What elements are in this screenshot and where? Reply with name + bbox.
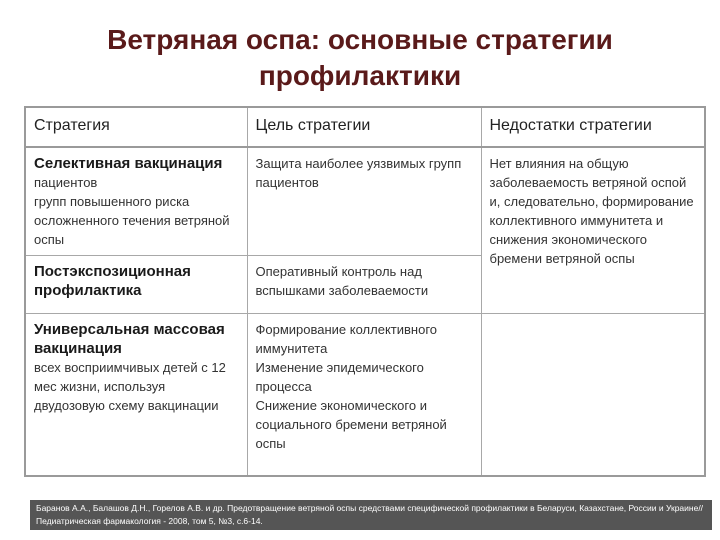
table-row <box>25 147 705 256</box>
row-1-strategy-name: Селективная вакцинация <box>34 155 223 172</box>
header-strategy: Стратегия <box>25 107 247 147</box>
title-line-1: Ветряная оспа: основные стратегии <box>107 24 613 55</box>
row-2-strategy <box>25 256 247 314</box>
row-3-strategy-note: всех восприимчивых детей с 12 мес жизни, используя двудозовую схему вакцинации <box>34 360 226 413</box>
row-3-drawbacks-empty <box>481 314 705 476</box>
row-1-strategy <box>25 147 247 256</box>
row-3-goal-3: Снижение экономического и социального бремени ветряной оспы <box>255 398 447 451</box>
row-3-goal <box>247 314 481 476</box>
citation-footer: Баранов А.А., Балашов Д.Н., Горелов А.В. и др. Предотвращение ветряной оспы средствами специфической профилактики в Беларуси, Казахстане, России и Украине//Педиатрическая фармакология - 2008, том 5, №3, с.6-14. <box>30 500 712 530</box>
row-3-strategy-name: Универсальная массовая вакцинация <box>34 321 225 357</box>
table-header-row <box>25 107 705 147</box>
header-drawbacks: Недостатки стратегии <box>481 107 705 147</box>
title-line-2: профилактики <box>258 60 462 91</box>
row-3-strategy <box>25 314 247 476</box>
row-1-strategy-note: групп повышенного риска осложненного течения ветряной оспы <box>34 194 230 247</box>
row-2-goal: Оперативный контроль над вспышками заболеваемости <box>247 256 481 314</box>
row-3-goal-2: Изменение эпидемического процесса <box>255 360 424 394</box>
row-3-goal-1: Формирование коллективного иммунитета <box>255 322 438 356</box>
table-row <box>25 314 705 476</box>
drawbacks-cell: Нет влияния на общую заболеваемость ветряной оспой и, следовательно, формирование коллективного иммунитета и снижения экономического бремени ветряной оспы <box>481 147 705 314</box>
row-1-goal: Защита наиболее уязвимых групп пациентов <box>247 147 481 256</box>
strategies-table <box>24 106 706 477</box>
row-1-strategy-note-inline: пациентов <box>34 175 98 190</box>
row-2-strategy-name: Постэкспозиционная профилактика <box>34 263 191 299</box>
header-goal: Цель стратегии <box>247 107 481 147</box>
slide-title <box>60 22 660 94</box>
